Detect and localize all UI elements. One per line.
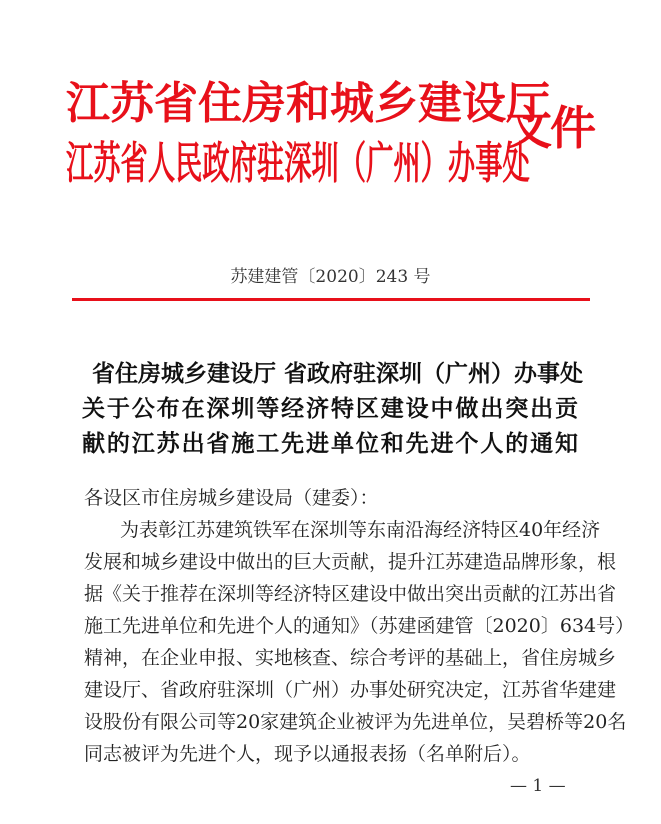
red-divider: [72, 298, 590, 301]
title-line: 关于公布在深圳等经济特区建设中做出突出贡: [82, 395, 578, 422]
paragraph-line: 设股份有限公司等20家建筑企业被评为先进单位，吴碧桥等20名: [84, 711, 627, 733]
title-line: 献的江苏出省施工先进单位和先进个人的通知: [82, 430, 578, 457]
doc-number: 苏建建管〔2020〕243 号: [230, 267, 431, 287]
paragraph-line: 发展和城乡建设中做出的巨大贡献，提升江苏建造品牌形象，根: [84, 551, 617, 573]
paragraph-line: 据《关于推荐在深圳等经济特区建设中做出突出贡献的江苏出省: [84, 583, 617, 605]
paragraph-line: 精神，在企业申报、实地核查、综合考评的基础上，省住房城乡: [84, 647, 617, 669]
paragraph-line: 为表彰江苏建筑铁军在深圳等东南沿海经济特区40年经济: [120, 519, 601, 541]
issuer-line-2: 江苏省人民政府驻深圳（广州）办事处: [66, 138, 530, 189]
document-word: 文件: [506, 101, 594, 155]
salutation: 各设区市住房城乡建设局（建委）：: [84, 487, 379, 509]
page-number: — 1 —: [510, 776, 566, 796]
document-title: [82, 356, 584, 461]
paragraph-line: 施工先进单位和先进个人的通知》（苏建函建管〔2020〕634号）: [84, 615, 635, 637]
paragraph-line: 同志被评为先进个人，现予以通报表扬（名单附后）。: [84, 743, 531, 765]
title-line: 省住房城乡建设厅 省政府驻深圳（广州）办事处: [92, 360, 584, 387]
issuer-line-1: 江苏省住房和城乡建设厅: [66, 78, 550, 129]
document-body: [84, 482, 635, 770]
paragraph-line: 建设厅、省政府驻深圳（广州）办事处研究决定，江苏省华建建: [84, 679, 617, 701]
